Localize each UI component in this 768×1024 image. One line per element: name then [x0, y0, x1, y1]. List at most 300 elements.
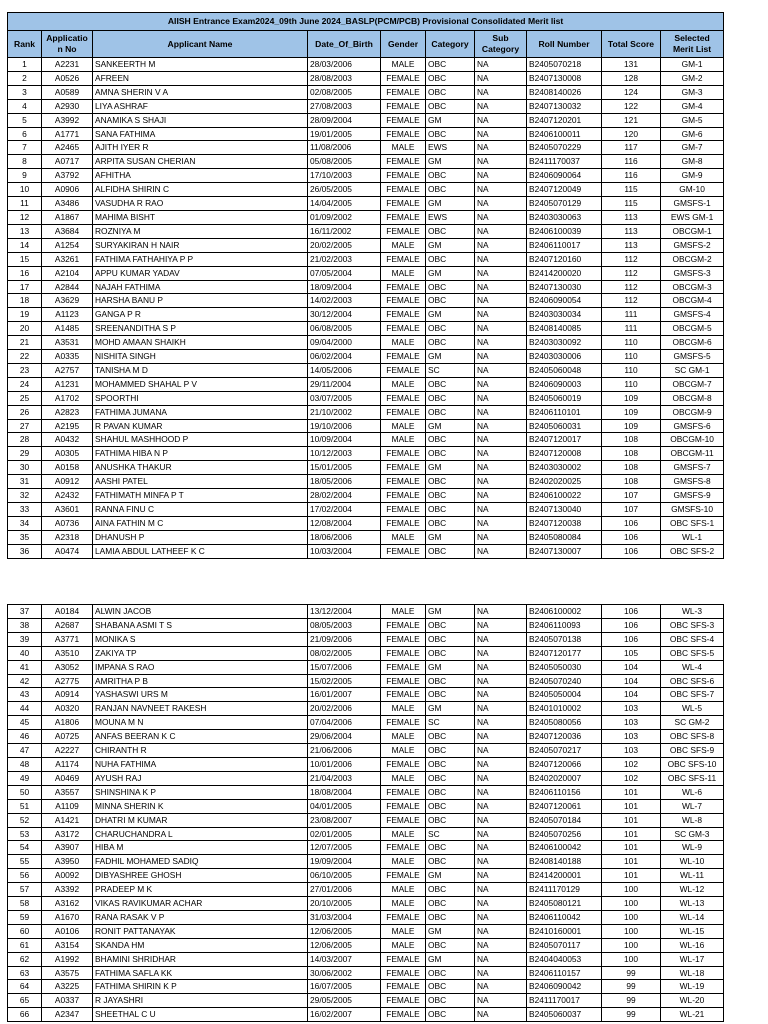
roll-number-cell: B2407130007 [527, 544, 602, 558]
sub-category-cell: NA [475, 785, 527, 799]
roll-number-cell: B2406110093 [527, 618, 602, 632]
category-cell: OBC [426, 71, 475, 85]
selected-merit-list-cell: GM-3 [661, 85, 724, 99]
category-cell: OBC [426, 897, 475, 911]
sub-category-cell: NA [475, 71, 527, 85]
rank-cell: 64 [8, 980, 42, 994]
application-no-cell: A2844 [42, 280, 93, 294]
total-score-cell: 115 [602, 183, 661, 197]
sub-category-cell: NA [475, 980, 527, 994]
selected-merit-list-cell: WL-17 [661, 952, 724, 966]
total-score-cell: 102 [602, 757, 661, 771]
table-row [8, 447, 724, 461]
total-score-cell: 100 [602, 883, 661, 897]
category-cell: OBC [426, 391, 475, 405]
selected-merit-list-cell: OBC SFS-5 [661, 646, 724, 660]
table-row [8, 405, 724, 419]
rank-cell: 66 [8, 1008, 42, 1022]
applicant-name-cell: AASHI PATEL [93, 475, 308, 489]
application-no-cell: A1254 [42, 238, 93, 252]
date-of-birth-cell: 08/05/2003 [308, 618, 381, 632]
application-no-cell: A3950 [42, 855, 93, 869]
total-score-cell: 124 [602, 85, 661, 99]
total-score-cell: 121 [602, 113, 661, 127]
roll-number-cell: B2406110157 [527, 966, 602, 980]
selected-merit-list-cell: WL-13 [661, 897, 724, 911]
total-score-cell: 108 [602, 461, 661, 475]
roll-number-cell: B2407120061 [527, 799, 602, 813]
total-score-cell: 101 [602, 799, 661, 813]
rank-cell: 54 [8, 841, 42, 855]
gender-cell: MALE [381, 924, 426, 938]
selected-merit-list-cell: GM-8 [661, 155, 724, 169]
rank-cell: 56 [8, 869, 42, 883]
application-no-cell: A3392 [42, 883, 93, 897]
roll-number-cell: B2407130008 [527, 71, 602, 85]
application-no-cell: A0305 [42, 447, 93, 461]
gender-cell: FEMALE [381, 197, 426, 211]
table-row [8, 730, 724, 744]
table-row [8, 58, 724, 72]
applicant-name-cell: DHANUSH P [93, 530, 308, 544]
date-of-birth-cell: 19/10/2006 [308, 419, 381, 433]
date-of-birth-cell: 27/08/2003 [308, 99, 381, 113]
sub-category-cell: NA [475, 544, 527, 558]
category-cell: OBC [426, 618, 475, 632]
application-no-cell: A1670 [42, 910, 93, 924]
applicant-name-cell: VASUDHA R RAO [93, 197, 308, 211]
table-row [8, 646, 724, 660]
rank-cell: 19 [8, 308, 42, 322]
applicant-name-cell: APPU KUMAR YADAV [93, 266, 308, 280]
application-no-cell: A3792 [42, 169, 93, 183]
applicant-name-cell: SREENANDITHA S P [93, 322, 308, 336]
merit-list-title: AIISH Entrance Exam2024_09th June 2024_BASLP(PCM/PCB) Provisional Consolidated Merit list [8, 13, 724, 31]
sub-category-cell: NA [475, 757, 527, 771]
table-row [8, 994, 724, 1008]
selected-merit-list-cell: OBCGM-5 [661, 322, 724, 336]
applicant-name-cell: SHINSHINA K P [93, 785, 308, 799]
selected-merit-list-cell: GMSFS-10 [661, 503, 724, 517]
rank-cell: 23 [8, 363, 42, 377]
rank-cell: 24 [8, 377, 42, 391]
selected-merit-list-cell: OBC SFS-7 [661, 688, 724, 702]
table-row [8, 489, 724, 503]
category-cell: EWS [426, 141, 475, 155]
date-of-birth-cell: 02/08/2005 [308, 85, 381, 99]
roll-number-cell: B2401010002 [527, 702, 602, 716]
total-score-cell: 103 [602, 744, 661, 758]
application-no-cell: A3629 [42, 294, 93, 308]
category-cell: GM [426, 530, 475, 544]
gender-cell: FEMALE [381, 210, 426, 224]
total-score-cell: 106 [602, 632, 661, 646]
selected-merit-list-cell: OBCGM-8 [661, 391, 724, 405]
total-score-cell: 104 [602, 660, 661, 674]
selected-merit-list-cell: WL-20 [661, 994, 724, 1008]
gender-cell: FEMALE [381, 688, 426, 702]
application-no-cell: A1992 [42, 952, 93, 966]
selected-merit-list-cell: OBC SFS-6 [661, 674, 724, 688]
applicant-name-cell: HARSHA BANU P [93, 294, 308, 308]
gender-cell: FEMALE [381, 322, 426, 336]
gender-cell: MALE [381, 58, 426, 72]
rank-cell: 60 [8, 924, 42, 938]
rank-cell: 1 [8, 58, 42, 72]
total-score-cell: 128 [602, 71, 661, 85]
table-row [8, 544, 724, 558]
date-of-birth-cell: 27/01/2006 [308, 883, 381, 897]
application-no-cell: A0906 [42, 183, 93, 197]
date-of-birth-cell: 16/11/2002 [308, 224, 381, 238]
rank-cell: 51 [8, 799, 42, 813]
table-row [8, 85, 724, 99]
table-row [8, 674, 724, 688]
table-row [8, 252, 724, 266]
table-row [8, 966, 724, 980]
selected-merit-list-cell: WL-21 [661, 1008, 724, 1022]
sub-category-cell: NA [475, 744, 527, 758]
sub-category-cell: NA [475, 210, 527, 224]
date-of-birth-cell: 16/07/2005 [308, 980, 381, 994]
application-no-cell: A3771 [42, 632, 93, 646]
gender-cell: FEMALE [381, 71, 426, 85]
sub-category-cell: NA [475, 183, 527, 197]
date-of-birth-cell: 23/08/2007 [308, 813, 381, 827]
sub-category-cell: NA [475, 433, 527, 447]
application-no-cell: A1806 [42, 716, 93, 730]
category-cell: OBC [426, 169, 475, 183]
roll-number-cell: B2406090054 [527, 294, 602, 308]
date-of-birth-cell: 17/02/2004 [308, 503, 381, 517]
application-no-cell: A3225 [42, 980, 93, 994]
table-row [8, 322, 724, 336]
selected-merit-list-cell: WL-18 [661, 966, 724, 980]
gender-cell: FEMALE [381, 280, 426, 294]
category-cell: OBC [426, 336, 475, 350]
roll-number-cell: B2411170017 [527, 994, 602, 1008]
application-no-cell: A0736 [42, 516, 93, 530]
gender-cell: FEMALE [381, 350, 426, 364]
category-cell: OBC [426, 475, 475, 489]
total-score-cell: 100 [602, 924, 661, 938]
selected-merit-list-cell: OBCGM-9 [661, 405, 724, 419]
gender-cell: FEMALE [381, 155, 426, 169]
rank-cell: 15 [8, 252, 42, 266]
roll-number-cell: B2406090042 [527, 980, 602, 994]
table-row [8, 350, 724, 364]
table-row [8, 1008, 724, 1022]
date-of-birth-cell: 03/07/2005 [308, 391, 381, 405]
total-score-cell: 110 [602, 377, 661, 391]
application-no-cell: A0335 [42, 350, 93, 364]
sub-category-cell: NA [475, 605, 527, 619]
roll-number-cell: B2405070240 [527, 674, 602, 688]
sub-category-cell: NA [475, 127, 527, 141]
col-header-category: Category [426, 31, 475, 58]
sub-category-cell: NA [475, 113, 527, 127]
table-row [8, 99, 724, 113]
category-cell: GM [426, 113, 475, 127]
selected-merit-list-cell: OBCGM-10 [661, 433, 724, 447]
date-of-birth-cell: 14/03/2007 [308, 952, 381, 966]
application-no-cell: A3172 [42, 827, 93, 841]
col-header-applicant-name: Applicant Name [93, 31, 308, 58]
rank-cell: 5 [8, 113, 42, 127]
gender-cell: FEMALE [381, 405, 426, 419]
sub-category-cell: NA [475, 618, 527, 632]
roll-number-cell: B2406100039 [527, 224, 602, 238]
roll-number-cell: B2405080056 [527, 716, 602, 730]
rank-cell: 14 [8, 238, 42, 252]
category-cell: OBC [426, 322, 475, 336]
roll-number-cell: B2405070256 [527, 827, 602, 841]
table-row [8, 461, 724, 475]
table-row [8, 197, 724, 211]
application-no-cell: A3575 [42, 966, 93, 980]
gender-cell: FEMALE [381, 113, 426, 127]
applicant-name-cell: SHAHUL MASHHOOD P [93, 433, 308, 447]
date-of-birth-cell: 14/02/2003 [308, 294, 381, 308]
roll-number-cell: B2406100002 [527, 605, 602, 619]
category-cell: GM [426, 308, 475, 322]
category-cell: OBC [426, 730, 475, 744]
roll-number-cell: B2407120177 [527, 646, 602, 660]
gender-cell: FEMALE [381, 716, 426, 730]
roll-number-cell: B2407120008 [527, 447, 602, 461]
total-score-cell: 105 [602, 646, 661, 660]
date-of-birth-cell: 31/03/2004 [308, 910, 381, 924]
total-score-cell: 110 [602, 336, 661, 350]
rank-cell: 9 [8, 169, 42, 183]
total-score-cell: 109 [602, 419, 661, 433]
selected-merit-list-cell: OBCGM-7 [661, 377, 724, 391]
total-score-cell: 116 [602, 169, 661, 183]
rank-cell: 65 [8, 994, 42, 1008]
category-cell: OBC [426, 85, 475, 99]
roll-number-cell: B2407120201 [527, 113, 602, 127]
category-cell: OBC [426, 294, 475, 308]
date-of-birth-cell: 10/01/2006 [308, 757, 381, 771]
date-of-birth-cell: 20/02/2006 [308, 702, 381, 716]
date-of-birth-cell: 20/10/2005 [308, 897, 381, 911]
gender-cell: MALE [381, 827, 426, 841]
application-no-cell: A2757 [42, 363, 93, 377]
sub-category-cell: NA [475, 489, 527, 503]
applicant-name-cell: AINA FATHIN M C [93, 516, 308, 530]
sub-category-cell: NA [475, 1008, 527, 1022]
applicant-name-cell: AMNA SHERIN V A [93, 85, 308, 99]
date-of-birth-cell: 21/09/2006 [308, 632, 381, 646]
category-cell: GM [426, 350, 475, 364]
selected-merit-list-cell: OBC SFS-10 [661, 757, 724, 771]
roll-number-cell: B2407120036 [527, 730, 602, 744]
total-score-cell: 103 [602, 702, 661, 716]
rank-cell: 12 [8, 210, 42, 224]
rank-cell: 32 [8, 489, 42, 503]
total-score-cell: 100 [602, 910, 661, 924]
total-score-cell: 101 [602, 827, 661, 841]
category-cell: OBC [426, 280, 475, 294]
applicant-name-cell: MAHIMA BISHT [93, 210, 308, 224]
roll-number-cell: B2407120066 [527, 757, 602, 771]
rank-cell: 20 [8, 322, 42, 336]
category-cell: OBC [426, 855, 475, 869]
table-row [8, 855, 724, 869]
category-cell: OBC [426, 503, 475, 517]
rank-cell: 44 [8, 702, 42, 716]
rank-cell: 28 [8, 433, 42, 447]
applicant-name-cell: MINNA SHERIN K [93, 799, 308, 813]
sub-category-cell: NA [475, 238, 527, 252]
gender-cell: MALE [381, 141, 426, 155]
gender-cell: MALE [381, 744, 426, 758]
selected-merit-list-cell: WL-12 [661, 883, 724, 897]
date-of-birth-cell: 28/02/2004 [308, 489, 381, 503]
table-row [8, 716, 724, 730]
date-of-birth-cell: 18/05/2006 [308, 475, 381, 489]
gender-cell: FEMALE [381, 674, 426, 688]
table-row [8, 183, 724, 197]
total-score-cell: 112 [602, 252, 661, 266]
rank-cell: 31 [8, 475, 42, 489]
application-no-cell: A2687 [42, 618, 93, 632]
application-no-cell: A2231 [42, 58, 93, 72]
date-of-birth-cell: 30/06/2002 [308, 966, 381, 980]
total-score-cell: 111 [602, 308, 661, 322]
roll-number-cell: B2410160001 [527, 924, 602, 938]
roll-number-cell: B2406100011 [527, 127, 602, 141]
gender-cell: MALE [381, 377, 426, 391]
application-no-cell: A2104 [42, 266, 93, 280]
rank-cell: 3 [8, 85, 42, 99]
application-no-cell: A2227 [42, 744, 93, 758]
rank-cell: 38 [8, 618, 42, 632]
total-score-cell: 100 [602, 952, 661, 966]
date-of-birth-cell: 18/08/2004 [308, 785, 381, 799]
applicant-name-cell: FADHIL MOHAMED SADIQ [93, 855, 308, 869]
roll-number-cell: B2402020025 [527, 475, 602, 489]
table-row [8, 141, 724, 155]
rank-cell: 22 [8, 350, 42, 364]
selected-merit-list-cell: GM-9 [661, 169, 724, 183]
category-cell: OBC [426, 1008, 475, 1022]
roll-number-cell: B2405060019 [527, 391, 602, 405]
sub-category-cell: NA [475, 702, 527, 716]
selected-merit-list-cell: GM-7 [661, 141, 724, 155]
total-score-cell: 108 [602, 475, 661, 489]
table-row [8, 757, 724, 771]
roll-number-cell: B2406100042 [527, 841, 602, 855]
applicant-name-cell: ARPITA SUSAN CHERIAN [93, 155, 308, 169]
table-row [8, 618, 724, 632]
sub-category-cell: NA [475, 855, 527, 869]
sub-category-cell: NA [475, 516, 527, 530]
category-cell: OBC [426, 224, 475, 238]
roll-number-cell: B2407120038 [527, 516, 602, 530]
sub-category-cell: NA [475, 966, 527, 980]
selected-merit-list-cell: OBC SFS-2 [661, 544, 724, 558]
selected-merit-list-cell: WL-5 [661, 702, 724, 716]
category-cell: OBC [426, 883, 475, 897]
rank-cell: 47 [8, 744, 42, 758]
total-score-cell: 104 [602, 674, 661, 688]
category-cell: GM [426, 238, 475, 252]
date-of-birth-cell: 20/02/2005 [308, 238, 381, 252]
category-cell: OBC [426, 744, 475, 758]
sub-category-cell: NA [475, 660, 527, 674]
date-of-birth-cell: 15/01/2005 [308, 461, 381, 475]
sub-category-cell: NA [475, 924, 527, 938]
applicant-name-cell: LIYA ASHRAF [93, 99, 308, 113]
sub-category-cell: NA [475, 336, 527, 350]
sub-category-cell: NA [475, 85, 527, 99]
table-row [8, 827, 724, 841]
rank-cell: 11 [8, 197, 42, 211]
rank-cell: 50 [8, 785, 42, 799]
rank-cell: 45 [8, 716, 42, 730]
sub-category-cell: NA [475, 99, 527, 113]
sub-category-cell: NA [475, 391, 527, 405]
selected-merit-list-cell: GM-1 [661, 58, 724, 72]
date-of-birth-cell: 18/09/2004 [308, 280, 381, 294]
selected-merit-list-cell: OBC SFS-3 [661, 618, 724, 632]
gender-cell: MALE [381, 605, 426, 619]
selected-merit-list-cell: OBCGM-3 [661, 280, 724, 294]
date-of-birth-cell: 21/02/2003 [308, 252, 381, 266]
rank-cell: 57 [8, 883, 42, 897]
gender-cell: FEMALE [381, 799, 426, 813]
selected-merit-list-cell: OBCGM-4 [661, 294, 724, 308]
application-no-cell: A1485 [42, 322, 93, 336]
category-cell: OBC [426, 966, 475, 980]
roll-number-cell: B2405060037 [527, 1008, 602, 1022]
rank-cell: 16 [8, 266, 42, 280]
category-cell: OBC [426, 980, 475, 994]
table-row [8, 363, 724, 377]
category-cell: GM [426, 869, 475, 883]
table-row [8, 632, 724, 646]
applicant-name-cell: TANISHA M D [93, 363, 308, 377]
rank-cell: 55 [8, 855, 42, 869]
applicant-name-cell: FATHIMA JUMANA [93, 405, 308, 419]
applicant-name-cell: SANA FATHIMA [93, 127, 308, 141]
sub-category-cell: NA [475, 730, 527, 744]
date-of-birth-cell: 06/10/2005 [308, 869, 381, 883]
table-row [8, 605, 724, 619]
gender-cell: FEMALE [381, 632, 426, 646]
category-cell: GM [426, 155, 475, 169]
total-score-cell: 106 [602, 544, 661, 558]
roll-number-cell: B2405050030 [527, 660, 602, 674]
application-no-cell: A1867 [42, 210, 93, 224]
application-no-cell: A0337 [42, 994, 93, 1008]
applicant-name-cell: RONIT PATTANAYAK [93, 924, 308, 938]
rank-cell: 49 [8, 771, 42, 785]
date-of-birth-cell: 02/01/2005 [308, 827, 381, 841]
total-score-cell: 102 [602, 771, 661, 785]
sub-category-cell: NA [475, 799, 527, 813]
gender-cell: FEMALE [381, 85, 426, 99]
table-row [8, 210, 724, 224]
gender-cell: FEMALE [381, 952, 426, 966]
date-of-birth-cell: 26/05/2005 [308, 183, 381, 197]
sub-category-cell: NA [475, 897, 527, 911]
selected-merit-list-cell: WL-11 [661, 869, 724, 883]
sub-category-cell: NA [475, 771, 527, 785]
sub-category-cell: NA [475, 405, 527, 419]
total-score-cell: 101 [602, 855, 661, 869]
